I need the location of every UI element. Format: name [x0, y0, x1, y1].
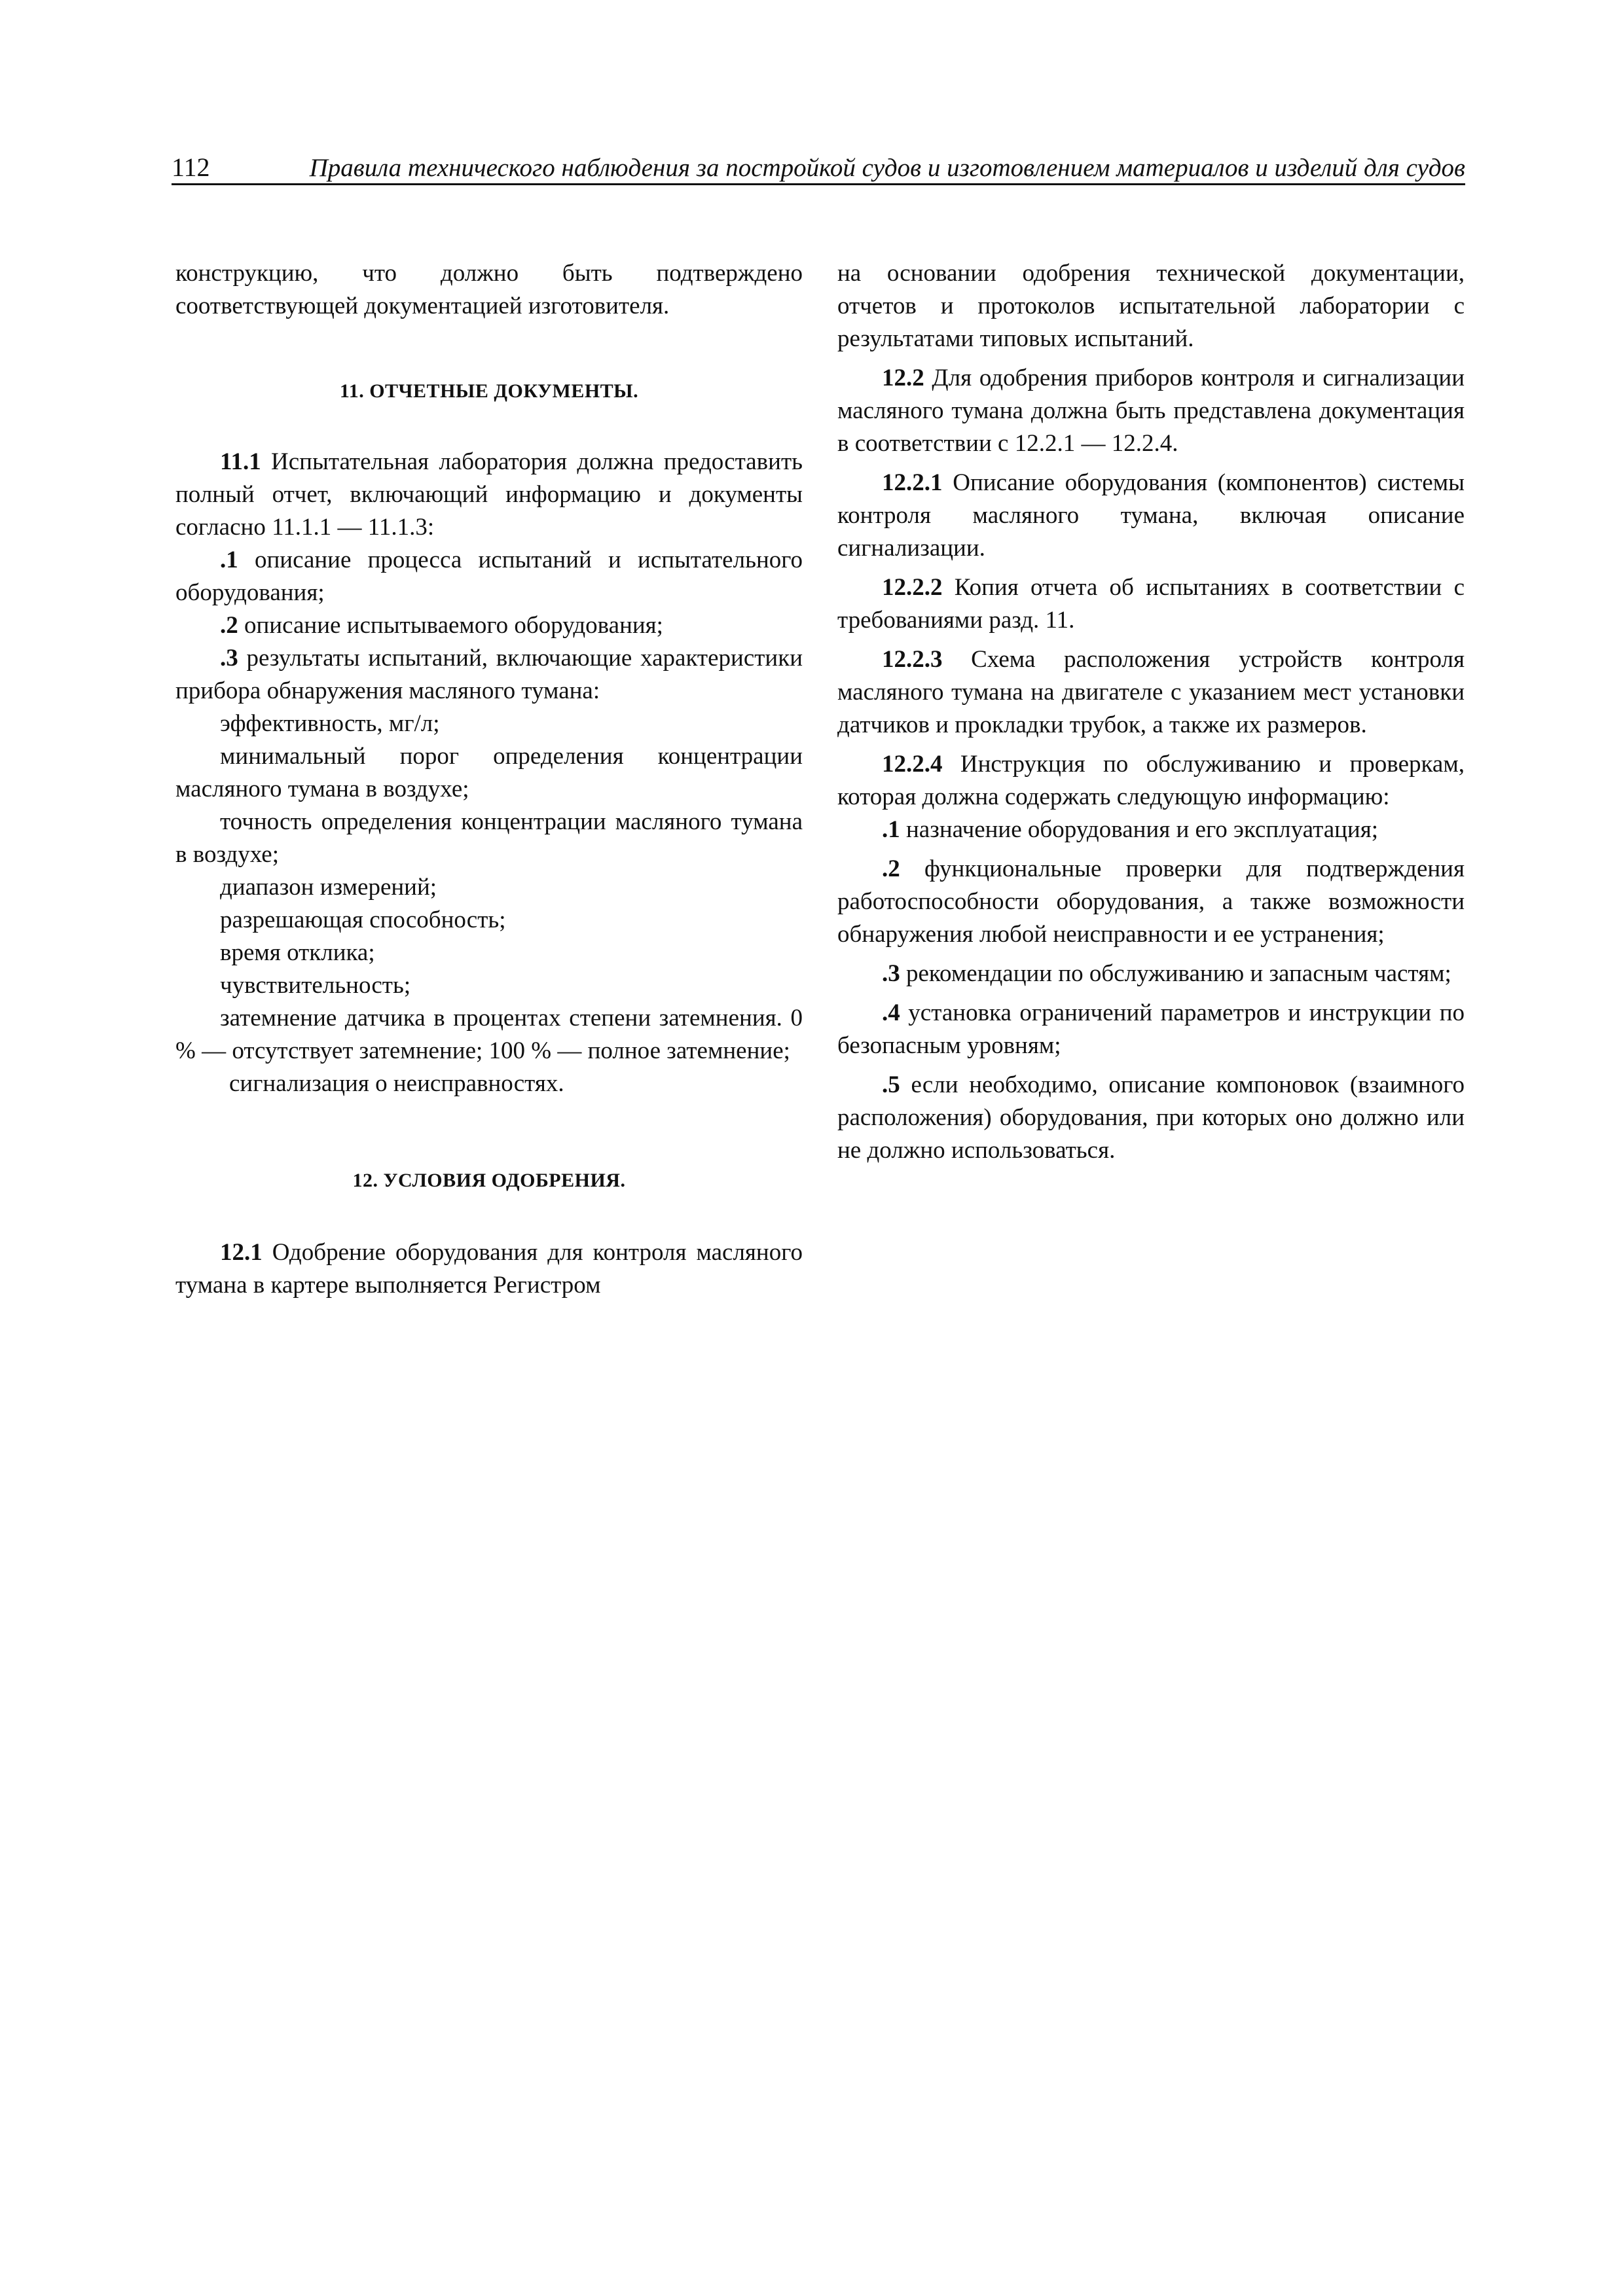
running-header [172, 145, 1465, 185]
list-item-5: .5 если необходимо, описание компоновок (взаимного расположения) оборудования, при которых оно должно или не должно использоваться. [837, 1071, 1465, 1164]
paragraph-12-2-2: 12.2.2 Копия отчета об испытаниях в соответствии с требованиями разд. 11. [837, 574, 1465, 634]
paragraph-continuation: на основании одобрения технической документации, отчетов и протоколов испытательной лаборатории с результатами типовых испытаний. [837, 260, 1465, 352]
result-item: диапазон измерений; [220, 874, 437, 901]
clause-number: 12.2.4 [882, 751, 943, 778]
section-heading-11: 11. ОТЧЕТНЫЕ ДОКУМЕНТЫ. [339, 380, 639, 402]
list-item-3: .3 рекомендации по обслуживанию и запасным частям; [882, 960, 1451, 987]
running-title: Правила технического наблюдения за постройкой судов и изготовлением материалов и изделий для судов [309, 154, 1465, 182]
result-item: чувствительность; [220, 972, 411, 999]
page-number: 112 [172, 152, 210, 182]
item-number: .2 [220, 612, 238, 639]
item-number: .1 [220, 547, 238, 573]
paragraph-12-1: 12.1 Одобрение оборудования для контроля масляного тумана в картере выполняется Регистром [175, 1239, 803, 1299]
item-number: .2 [882, 855, 900, 882]
clause-number: 12.2.3 [882, 646, 943, 673]
clause-number: 12.2.1 [882, 469, 943, 496]
clause-number: 12.2.2 [882, 574, 943, 601]
result-item: затемнение датчика в процентах степени затемнения. 0 % — отсутствует затемнение; 100 % — полное затемнение; [175, 1005, 803, 1064]
list-item-1: .1 назначение оборудования и его эксплуатация; [882, 816, 1379, 843]
item-number: .1 [882, 816, 900, 843]
item-number: .5 [882, 1071, 900, 1098]
paragraph-12-2: 12.2 Для одобрения приборов контроля и сигнализации масляного тумана должна быть представлена документация в соответствии с 12.2.1 — 12.2.4. [837, 365, 1465, 457]
clause-number: 11.1 [220, 448, 261, 475]
item-number: .3 [220, 645, 238, 672]
clause-number: 12.1 [220, 1239, 263, 1266]
list-item-3: .3 результаты испытаний, включающие характеристики прибора обнаружения масляного тумана: [175, 645, 803, 704]
result-item: эффективность, мг/л; [220, 710, 440, 737]
item-number: .4 [882, 999, 900, 1026]
left-column [175, 257, 803, 1302]
result-item: точность определения концентрации масляного тумана в воздухе; [175, 808, 803, 868]
right-column [837, 257, 1465, 1167]
list-item-4: .4 установка ограничений параметров и инструкции по безопасным уровням; [837, 999, 1465, 1059]
list-item-1: .1 описание процесса испытаний и испытательного оборудования; [175, 547, 803, 606]
list-item-2: .2 функциональные проверки для подтверждения работоспособности оборудования, а также возможности обнаружения любой неисправности и ее устранения; [837, 855, 1465, 948]
result-item: разрешающая способность; [220, 906, 506, 933]
paragraph-continuation: конструкцию, что должно быть подтверждено соответствующей документацией изготовителя. [175, 260, 803, 319]
paragraph-12-2-3: 12.2.3 Схема расположения устройств контроля масляного тумана на двигателе с указанием мест установки датчиков и прокладки трубок, а также их размеров. [837, 646, 1465, 738]
paragraph-11-1: 11.1 Испытательная лаборатория должна предоставить полный отчет, включающий информацию и документы согласно 11.1.1 — 11.1.3: [175, 448, 803, 541]
paragraph-12-2-1: 12.2.1 Описание оборудования (компонентов) системы контроля масляного тумана, включая описание сигнализации. [837, 469, 1465, 562]
result-item: минимальный порог определения концентрации масляного тумана в воздухе; [175, 743, 803, 802]
item-number: .3 [882, 960, 900, 987]
result-item: сигнализация о неисправностях. [229, 1070, 564, 1097]
paragraph-12-2-4: 12.2.4 Инструкция по обслуживанию и проверкам, которая должна содержать следующую информацию: [837, 751, 1465, 810]
clause-number: 12.2 [882, 365, 924, 391]
section-heading-12: 12. УСЛОВИЯ ОДОБРЕНИЯ. [352, 1170, 626, 1191]
list-item-2: .2 описание испытываемого оборудования; [220, 612, 663, 639]
result-item: время отклика; [220, 939, 375, 966]
